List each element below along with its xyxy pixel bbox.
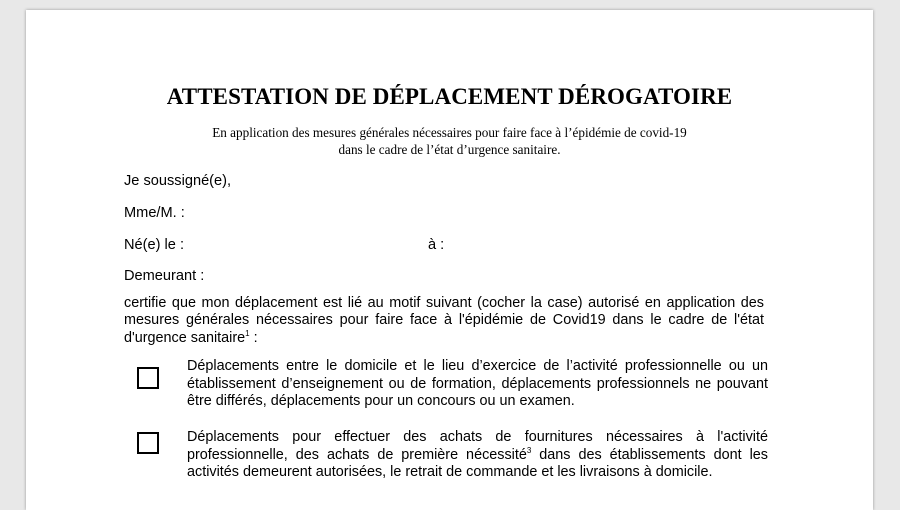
field-soussigne: Je soussigné(e), [124, 173, 232, 189]
document-subtitle [26, 124, 873, 158]
certify-paragraph [124, 295, 764, 347]
reason-text-work: Déplacements entre le domicile et le lieu d’exercice de l’activité professionnelle ou un établissement d’enseignement ou de formation, déplacements professionnels ne pouvant être différés, déplacements pour un concours ou un examen. [187, 358, 768, 410]
reason-checkbox-purchases[interactable] [137, 432, 159, 454]
reason-checkbox-work[interactable] [137, 367, 159, 389]
subtitle-line-1: En application des mesures générales nécessaires pour faire face à l’épidémie de covid-19 [212, 125, 687, 140]
field-birthdate-label: Né(e) le : [124, 237, 185, 253]
reason-purchases-text-after: dans des établissements dont les activités demeurent autorisées, le retrait de commande et les livraisons à domicile. [187, 446, 768, 481]
reason-text-purchases [187, 429, 768, 482]
reason-purchases-text-before: Déplacements pour effectuer des achats de fournitures nécessaires à l'activité professionnelle, des achats de première nécessité [187, 429, 768, 463]
certify-footnote: 1 [245, 329, 250, 339]
field-birthplace-label: à : [428, 237, 445, 253]
reason-purchases-footnote: 3 [526, 445, 532, 455]
certify-suffix: : [249, 329, 258, 346]
subtitle-line-2: dans le cadre de l’état d’urgence sanitaire. [338, 142, 561, 157]
field-address-label: Demeurant : [124, 268, 205, 284]
document-title: ATTESTATION DE DÉPLACEMENT DÉROGATOIRE [166, 84, 733, 109]
document-page [26, 10, 873, 510]
field-name-label: Mme/M. : [124, 205, 185, 221]
certify-text: certifie que mon déplacement est lié au motif suivant (cocher la case) autorisé en application des mesures générales nécessaires pour faire face à l'épidémie de Covid19 dans le cadre de l'état d'urgence sanitaire [124, 295, 764, 346]
